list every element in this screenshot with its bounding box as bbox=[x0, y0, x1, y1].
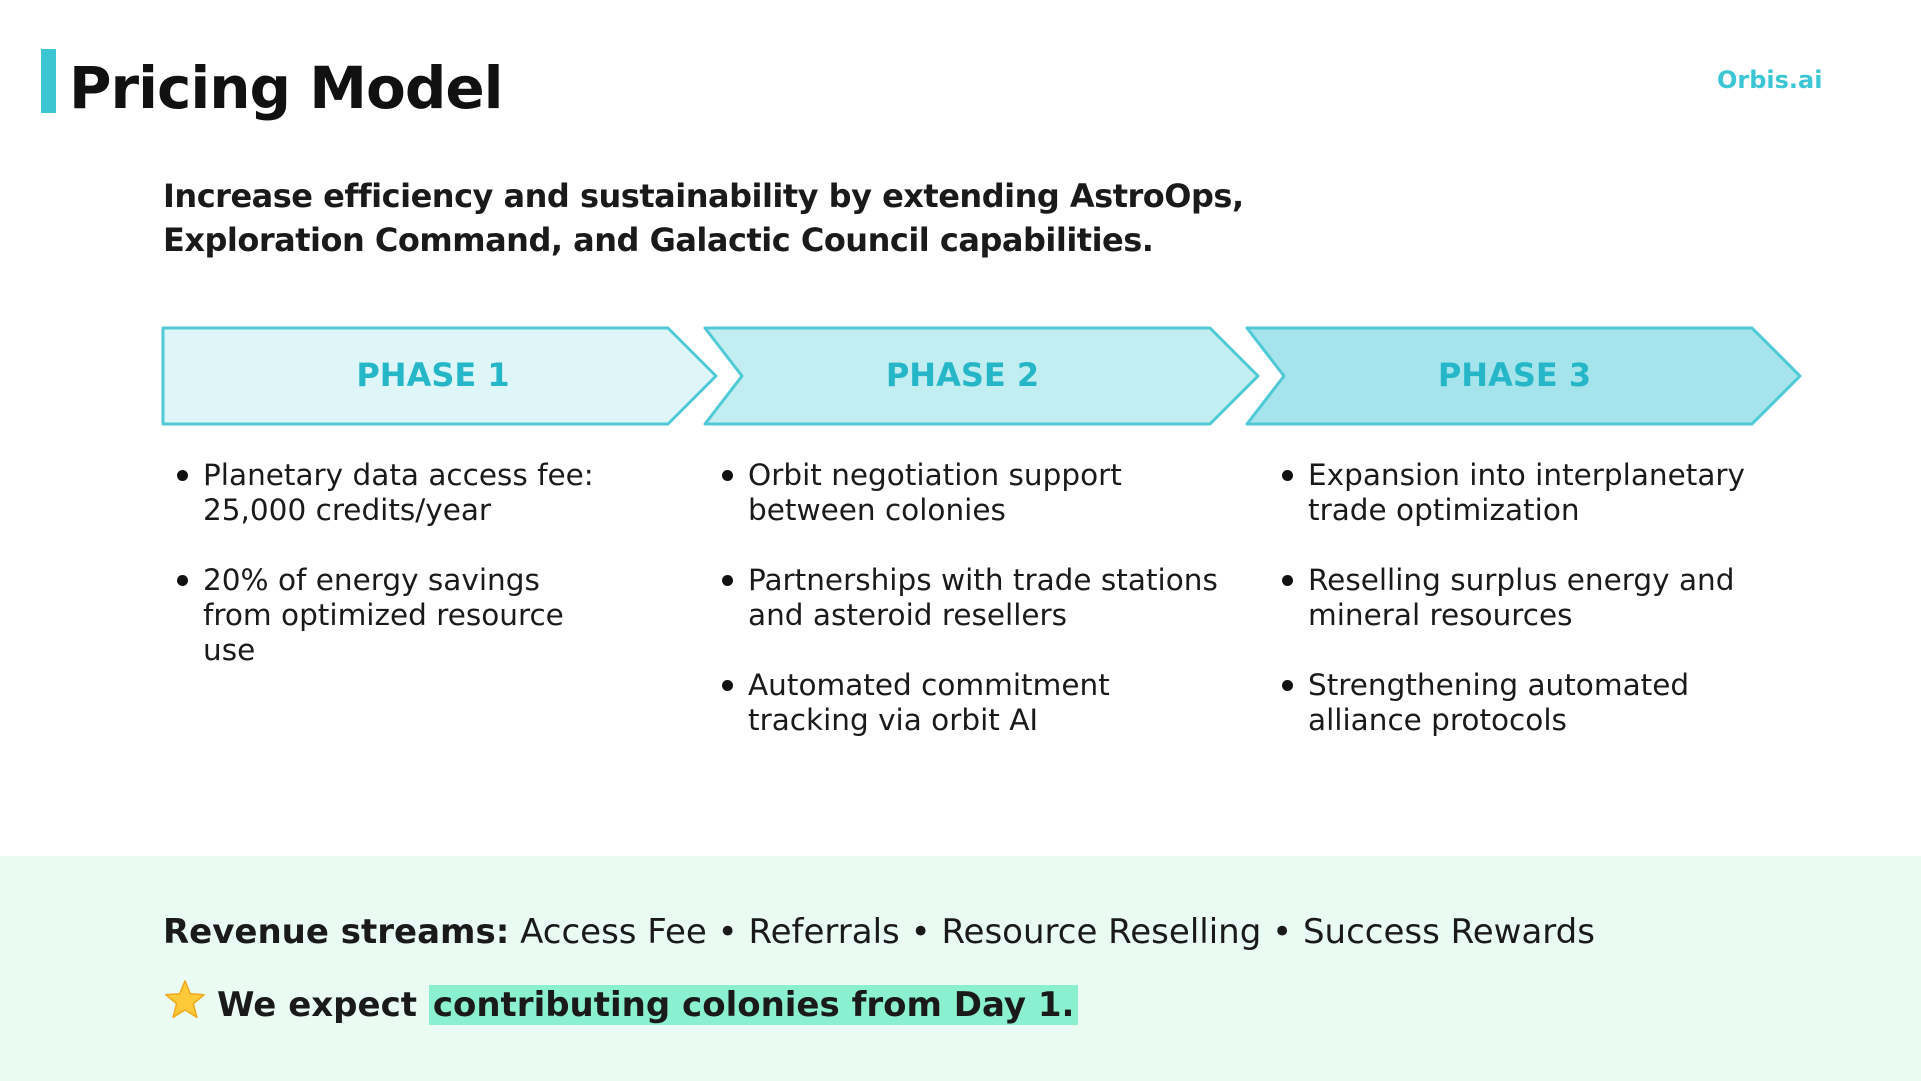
expect-prefix: We expect bbox=[217, 985, 417, 1025]
list-item: Partnerships with trade stations and asteroid resellers bbox=[708, 563, 1228, 633]
bullet-dot-icon bbox=[1282, 575, 1293, 586]
bullet-dot-icon bbox=[722, 470, 733, 481]
bullet-dot-icon bbox=[722, 680, 733, 691]
bullet-dot-icon bbox=[177, 575, 188, 586]
bullet-dot-icon bbox=[1282, 680, 1293, 691]
expectation-line bbox=[163, 978, 1078, 1024]
brand-logo-text: Orbis.ai bbox=[1717, 66, 1823, 94]
footer-panel bbox=[0, 856, 1921, 1081]
phase-3-bullets bbox=[1268, 458, 1788, 773]
page-title: Pricing Model bbox=[69, 54, 503, 122]
list-item: Expansion into interplanetary trade optimization bbox=[1268, 458, 1788, 528]
phase-1-label: PHASE 1 bbox=[356, 356, 510, 394]
revenue-streams bbox=[163, 910, 1595, 954]
phase-1-bullets bbox=[163, 458, 603, 703]
phase-3-label: PHASE 3 bbox=[1437, 356, 1592, 394]
revenue-label: Revenue streams: bbox=[163, 912, 510, 952]
revenue-items: Access Fee • Referrals • Resource Reselling • Success Rewards bbox=[520, 912, 1595, 952]
bullet-dot-icon bbox=[1282, 470, 1293, 481]
bullet-dot-icon bbox=[722, 575, 733, 586]
list-item: Orbit negotiation support between colonies bbox=[708, 458, 1228, 528]
expect-highlight: contributing colonies from Day 1. bbox=[429, 985, 1079, 1025]
list-item: Reselling surplus energy and mineral resources bbox=[1268, 563, 1788, 633]
subtitle: Increase efficiency and sustainability by extending AstroOps, Exploration Command, and Galactic Council capabilities. bbox=[163, 177, 1244, 259]
phase-2-label: PHASE 2 bbox=[885, 356, 1040, 394]
bullet-dot-icon bbox=[177, 470, 188, 481]
star-icon bbox=[163, 978, 207, 1022]
list-item: Planetary data access fee: 25,000 credits/year bbox=[163, 458, 603, 528]
list-item: Strengthening automated alliance protocols bbox=[1268, 668, 1788, 738]
list-item: 20% of energy savings from optimized resource use bbox=[163, 563, 603, 668]
list-item: Automated commitment tracking via orbit AI bbox=[708, 668, 1228, 738]
phase-2-bullets bbox=[708, 458, 1228, 773]
